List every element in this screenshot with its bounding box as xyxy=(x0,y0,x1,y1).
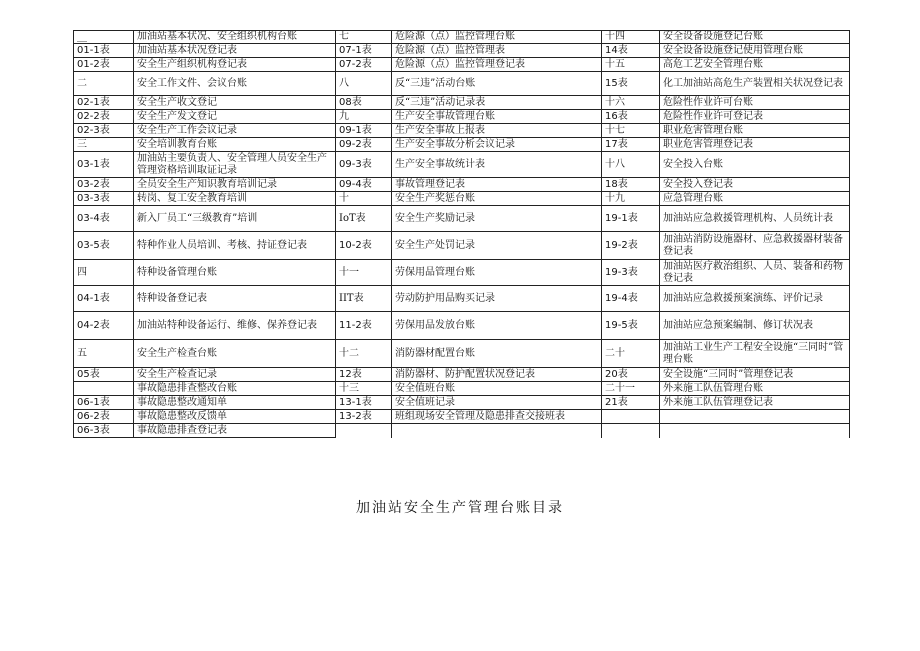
table-row xyxy=(74,192,850,206)
ledger-code-cell: 09-2表 xyxy=(336,138,392,152)
ledger-code-cell: 12表 xyxy=(336,368,392,382)
ledger-title-cell: 生产安全事故分析会议记录 xyxy=(392,138,602,152)
ledger-title-cell: 特种设备登记表 xyxy=(134,286,336,312)
ledger-code-cell: 03-1表 xyxy=(74,152,134,178)
ledger-code-cell: 16表 xyxy=(602,110,660,124)
ledger-code-cell: 十四 xyxy=(602,31,660,44)
ledger-title-cell: 加油站应急预案编制、修订状况表 xyxy=(660,312,850,340)
ledger-title-cell: 事故隐患排查登记表 xyxy=(134,424,336,438)
ledger-code-cell: 17表 xyxy=(602,138,660,152)
ledger-code-cell xyxy=(74,382,134,396)
table-row xyxy=(74,340,850,368)
table-row xyxy=(74,368,850,382)
ledger-title-cell: 加油站消防设施器材、应急救援器材装备登记表 xyxy=(660,232,850,260)
ledger-title-cell: 安全培训教育台账 xyxy=(134,138,336,152)
ledger-code-cell: 五 xyxy=(74,340,134,368)
table-row xyxy=(74,72,850,96)
ledger-code-cell: 十八 xyxy=(602,152,660,178)
table-row xyxy=(74,312,850,340)
ledger-code-cell: IIT表 xyxy=(336,286,392,312)
table-row xyxy=(74,96,850,110)
ledger-code-cell: 13-2表 xyxy=(336,410,392,424)
table-row xyxy=(74,31,850,44)
ledger-title-cell: 危险性作业许可台账 xyxy=(660,96,850,110)
table-row xyxy=(74,410,850,424)
ledger-title-cell: 危险源（点）监控管理登记表 xyxy=(392,58,602,72)
table-row xyxy=(74,206,850,232)
ledger-title-cell: 事故管理登记表 xyxy=(392,178,602,192)
ledger-code-cell: 四 xyxy=(74,260,134,286)
ledger-code-cell: 19-3表 xyxy=(602,260,660,286)
ledger-code-cell: 19-1表 xyxy=(602,206,660,232)
ledger-title-cell: 安全生产处罚记录 xyxy=(392,232,602,260)
ledger-title-cell: 安全生产组织机构登记表 xyxy=(134,58,336,72)
ledger-title-cell: 危险源（点）监控管理台账 xyxy=(392,31,602,44)
ledger-code-cell: 03-4表 xyxy=(74,206,134,232)
ledger-title-cell: 加油站应急救援管理机构、人员统计表 xyxy=(660,206,850,232)
table-row xyxy=(74,44,850,58)
table-row xyxy=(74,382,850,396)
ledger-title-cell: 消防器材配置台账 xyxy=(392,340,602,368)
ledger-code-cell: 08表 xyxy=(336,96,392,110)
ledger-title-cell: 职业危害管理台账 xyxy=(660,124,850,138)
ledger-title-cell: 加油站医疗救治组织、人员、装备和药物登记表 xyxy=(660,260,850,286)
ledger-code-cell: 02-2表 xyxy=(74,110,134,124)
ledger-code-cell: 09-1表 xyxy=(336,124,392,138)
ledger-title-cell: 安全设施“三同时”管理登记表 xyxy=(660,368,850,382)
ledger-title-cell: 高危工艺安全管理台账 xyxy=(660,58,850,72)
ledger-code-cell: 十三 xyxy=(336,382,392,396)
ledger-title-cell: 危险性作业许可登记表 xyxy=(660,110,850,124)
table-row xyxy=(74,232,850,260)
ledger-code-cell: 八 xyxy=(336,72,392,96)
ledger-code-cell: 18表 xyxy=(602,178,660,192)
ledger-code-cell xyxy=(602,424,660,438)
ledger-code-cell: 20表 xyxy=(602,368,660,382)
ledger-code-cell: 十六 xyxy=(602,96,660,110)
ledger-title-cell: 新入厂员工“三级教育”培训 xyxy=(134,206,336,232)
ledger-title-cell: 劳保用品发放台账 xyxy=(392,312,602,340)
ledger-code-cell: 九 xyxy=(336,110,392,124)
ledger-title-cell: 安全工作文件、会议台账 xyxy=(134,72,336,96)
ledger-title-cell: 事故隐患排查整改台账 xyxy=(134,382,336,396)
ledger-code-cell: 19-2表 xyxy=(602,232,660,260)
table-row xyxy=(74,424,850,438)
table-row xyxy=(74,110,850,124)
ledger-index-table xyxy=(73,30,850,438)
ledger-code-cell: 03-5表 xyxy=(74,232,134,260)
table-row xyxy=(74,58,850,72)
ledger-title-cell: 加油站特种设备运行、维修、保养登记表 xyxy=(134,312,336,340)
table-row xyxy=(74,152,850,178)
ledger-title-cell: 化工加油站高危生产装置相关状况登记表 xyxy=(660,72,850,96)
ledger-code-cell: 02-3表 xyxy=(74,124,134,138)
ledger-title-cell: 全员安全生产知识教育培训记录 xyxy=(134,178,336,192)
ledger-title-cell: 生产安全事故管理台账 xyxy=(392,110,602,124)
page-title: 加油站安全生产管理台账目录 xyxy=(356,500,564,516)
ledger-code-cell: 三 xyxy=(74,138,134,152)
ledger-code-cell: 七 xyxy=(336,31,392,44)
ledger-title-cell: 安全生产奖励记录 xyxy=(392,206,602,232)
ledger-index-body xyxy=(74,31,850,438)
ledger-code-cell: 07-2表 xyxy=(336,58,392,72)
ledger-code-cell: 21表 xyxy=(602,396,660,410)
ledger-code-cell: 07-1表 xyxy=(336,44,392,58)
table-row xyxy=(74,138,850,152)
ledger-title-cell: 特种作业人员培训、考核、持证登记表 xyxy=(134,232,336,260)
table-row xyxy=(74,124,850,138)
ledger-code-cell: 10-2表 xyxy=(336,232,392,260)
ledger-title-cell: 外来施工队伍管理登记表 xyxy=(660,396,850,410)
ledger-title-cell: 安全值班台账 xyxy=(392,382,602,396)
ledger-code-cell: 14表 xyxy=(602,44,660,58)
ledger-title-cell: 事故隐患整改通知单 xyxy=(134,396,336,410)
ledger-title-cell: 安全设备设施登记台账 xyxy=(660,31,850,44)
ledger-title-cell xyxy=(660,410,850,424)
ledger-code-cell: 06-1表 xyxy=(74,396,134,410)
ledger-title-cell: 加油站主要负责人、安全管理人员安全生产管理资格培训取证记录 xyxy=(134,152,336,178)
ledger-title-cell: 安全生产检查记录 xyxy=(134,368,336,382)
ledger-title-cell: 转岗、复工安全教育培训 xyxy=(134,192,336,206)
ledger-code-cell: 01-2表 xyxy=(74,58,134,72)
ledger-code-cell: 09-4表 xyxy=(336,178,392,192)
ledger-code-cell: 二十 xyxy=(602,340,660,368)
ledger-title-cell: 安全生产奖惩台账 xyxy=(392,192,602,206)
ledger-code-cell: 13-1表 xyxy=(336,396,392,410)
ledger-title-cell: 生产安全事故上报表 xyxy=(392,124,602,138)
table-row xyxy=(74,178,850,192)
ledger-code-cell: 04-2表 xyxy=(74,312,134,340)
ledger-code-cell: 01-1表 xyxy=(74,44,134,58)
ledger-code-cell: 09-3表 xyxy=(336,152,392,178)
ledger-title-cell: 危险源（点）监控管理表 xyxy=(392,44,602,58)
ledger-title-cell: 消防器材、防护配置状况登记表 xyxy=(392,368,602,382)
ledger-code-cell: 03-2表 xyxy=(74,178,134,192)
table-row xyxy=(74,260,850,286)
ledger-code-cell: 二十一 xyxy=(602,382,660,396)
ledger-title-cell: 加油站基本状况登记表 xyxy=(134,44,336,58)
ledger-title-cell: 外来施工队伍管理台账 xyxy=(660,382,850,396)
ledger-title-cell: 生产安全事故统计表 xyxy=(392,152,602,178)
ledger-code-cell: 19-5表 xyxy=(602,312,660,340)
ledger-title-cell: 反“三违”活动记录表 xyxy=(392,96,602,110)
ledger-code-cell: 十九 xyxy=(602,192,660,206)
ledger-title-cell: 劳保用品管理台账 xyxy=(392,260,602,286)
ledger-code-cell: 十二 xyxy=(336,340,392,368)
ledger-code-cell: 06-2表 xyxy=(74,410,134,424)
ledger-title-cell: 安全值班记录 xyxy=(392,396,602,410)
ledger-title-cell: 班组现场安全管理及隐患排查交接班表 xyxy=(392,410,602,424)
ledger-title-cell xyxy=(392,424,602,438)
table-row xyxy=(74,286,850,312)
ledger-code-cell: 06-3表 xyxy=(74,424,134,438)
ledger-title-cell: 事故隐患整改反馈单 xyxy=(134,410,336,424)
ledger-code-cell: 十一 xyxy=(336,260,392,286)
ledger-title-cell: 应急管理台账 xyxy=(660,192,850,206)
ledger-code-cell xyxy=(336,424,392,438)
ledger-title-cell: 安全投入台账 xyxy=(660,152,850,178)
ledger-title-cell: 安全设备设施登记使用管理台账 xyxy=(660,44,850,58)
ledger-title-cell: 职业危害管理登记表 xyxy=(660,138,850,152)
ledger-code-cell: 十 xyxy=(336,192,392,206)
ledger-title-cell: 反“三违”活动台账 xyxy=(392,72,602,96)
ledger-title-cell: 加油站应急救援预案演练、评价记录 xyxy=(660,286,850,312)
ledger-code-cell: 02-1表 xyxy=(74,96,134,110)
ledger-title-cell: 加油站基本状况、安全组织机构台账 xyxy=(134,31,336,44)
ledger-title-cell: 安全生产收文登记 xyxy=(134,96,336,110)
ledger-code-cell: IoT表 xyxy=(336,206,392,232)
ledger-code-cell: 19-4表 xyxy=(602,286,660,312)
ledger-title-cell: 劳动防护用品购买记录 xyxy=(392,286,602,312)
ledger-code-cell xyxy=(602,410,660,424)
ledger-code-cell: 15表 xyxy=(602,72,660,96)
ledger-code-cell: 十五 xyxy=(602,58,660,72)
ledger-title-cell: 安全生产检查台账 xyxy=(134,340,336,368)
ledger-title-cell: 安全生产发文登记 xyxy=(134,110,336,124)
ledger-code-cell: 05表 xyxy=(74,368,134,382)
ledger-code-cell: 十七 xyxy=(602,124,660,138)
ledger-title-cell xyxy=(660,424,850,438)
ledger-code-cell: 11-2表 xyxy=(336,312,392,340)
ledger-title-cell: 安全投入登记表 xyxy=(660,178,850,192)
ledger-title-cell: 安全生产工作会议记录 xyxy=(134,124,336,138)
ledger-code-cell: 二 xyxy=(74,72,134,96)
ledger-code-cell: 04-1表 xyxy=(74,286,134,312)
ledger-code-cell: __ xyxy=(74,31,134,44)
ledger-title-cell: 加油站工业生产工程安全设施“三同时”管理台账 xyxy=(660,340,850,368)
table-row xyxy=(74,396,850,410)
ledger-code-cell: 03-3表 xyxy=(74,192,134,206)
ledger-title-cell: 特种设备管理台账 xyxy=(134,260,336,286)
